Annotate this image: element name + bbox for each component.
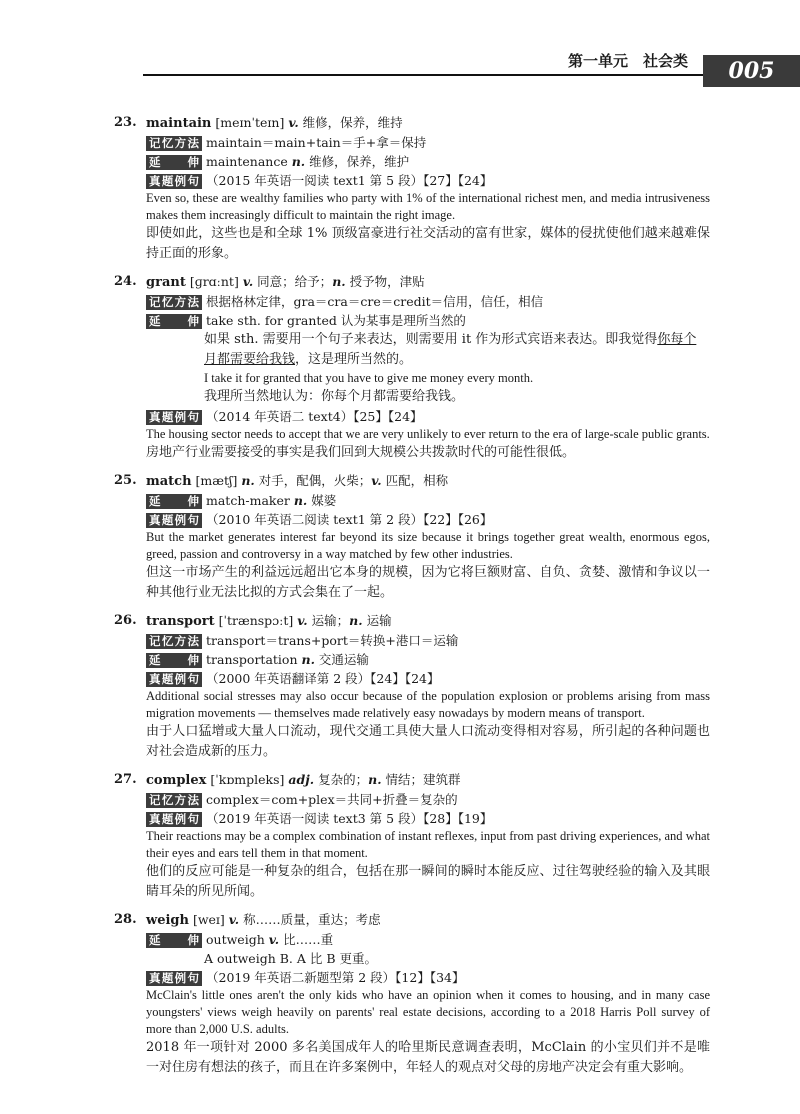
part-of-speech: v.	[371, 473, 382, 488]
example-english: Even so, these are wealthy families who party with 1% of the international richest men, and media intrusiveness makes them increasingly difficult to maintain the right image.	[146, 191, 710, 222]
example-tag: 真题例句	[146, 410, 202, 425]
example-english: Additional social stresses may also occur because of the population explosion or problems arising from mass migration movements — themselves made relatively easy nowadays by modern means of transport.	[146, 689, 710, 720]
extension-def: 维修，保养，维护	[309, 154, 410, 169]
headword: complex	[146, 773, 207, 788]
headword: grant	[146, 275, 186, 290]
extension-tag: 延 伸	[146, 653, 202, 668]
example-chinese: 他们的反应可能是一种复杂的组合，包括在那一瞬间的瞬时本能反应、过往驾驶经验的输入及其眼睛耳朵的所见所闻。	[146, 864, 710, 899]
definition: 授予物，津贴	[349, 274, 425, 289]
definition: 情结；建筑群	[385, 772, 461, 787]
entry-number: 27.	[114, 772, 137, 787]
memory-method: maintain＝main+tain＝手+拿＝保持	[206, 135, 427, 150]
example-source: （2015 年英语一阅读 text1 第 5 段）【27】【24】	[206, 173, 493, 188]
memory-tag: 记忆方法	[146, 136, 202, 151]
note-english: I take it for granted that you have to give me money every month.	[204, 371, 534, 385]
definition: 维修，保养，维持	[302, 115, 403, 130]
extension-pos: n.	[291, 154, 306, 169]
phonetic: [ˈtrænspɔːt]	[218, 613, 294, 628]
page-number: 005	[703, 55, 800, 87]
definition: 复杂的；	[318, 772, 369, 787]
example-source: （2019 年英语一阅读 text3 第 5 段）【28】【19】	[206, 811, 493, 826]
definition: 对手，配偶，火柴；	[258, 473, 372, 488]
headword: weigh	[146, 913, 189, 928]
memory-method: complex＝com+plex＝共同+折叠＝复杂的	[206, 792, 458, 807]
example-english: But the market generates interest far beyond its size because it brings together great wealth, enormous egos, greed, passion and controversy in a way matched by few other industries.	[146, 530, 710, 561]
extension-def: 比……重	[283, 932, 334, 947]
definition: 称……质量，重达；考虑	[243, 912, 381, 927]
example-chinese: 2018 年一项针对 2000 多名美国成年人的哈里斯民意调查表明，McClain 的小宝贝们并不是唯一对住房有想法的孩子，而且在许多案例中，年轻人的观点对父母的房地产决定会有重大影响。	[146, 1040, 710, 1075]
extension-tag: 延 伸	[146, 494, 202, 509]
phonetic: [ˈkɒmpleks]	[210, 772, 285, 787]
example-english: Their reactions may be a complex combination of instant reflexes, input from past driving experiences, and what their eyes and ears tell them in that moment.	[146, 829, 710, 860]
entry-number: 24.	[114, 274, 137, 289]
example-tag: 真题例句	[146, 672, 202, 687]
example-english: The housing sector needs to accept that we are very unlikely to ever return to the era of large-scale public grants.	[146, 427, 710, 441]
entry-number: 28.	[114, 912, 137, 927]
extension-word: maintenance	[206, 154, 288, 169]
extension-word: outweigh	[206, 932, 265, 947]
note-text: 如果 sth. 需要用一个句子来表达，则需要用 it 作为形式宾语来表达。即我觉得	[204, 332, 658, 347]
part-of-speech: v.	[297, 613, 308, 628]
example-tag: 真题例句	[146, 513, 202, 528]
definition: 运输	[366, 613, 392, 628]
memory-method: transport＝trans+port＝转换+港口＝运输	[206, 633, 459, 648]
part-of-speech: n.	[368, 772, 382, 787]
memory-method: 根据格林定律，gra＝cra＝cre＝credit＝信用，信任，相信	[206, 294, 544, 309]
part-of-speech: v.	[242, 274, 254, 289]
example-source: （2019 年英语二新题型第 2 段）【12】【34】	[206, 970, 465, 985]
phonetic: [weɪ]	[192, 912, 225, 927]
entry-maintain	[114, 113, 710, 264]
note-underline: 月都需要给我钱	[204, 352, 296, 367]
example-tag: 真题例句	[146, 174, 202, 189]
extension-def: 媒婆	[311, 493, 337, 508]
memory-tag: 记忆方法	[146, 295, 202, 310]
extension-pos: n.	[301, 652, 315, 667]
extension-tag: 延 伸	[146, 155, 202, 170]
header-rule	[143, 74, 703, 76]
example-source: （2000 年英语翻译第 2 段）【24】【24】	[206, 671, 440, 686]
definition: 同意；给予；	[257, 274, 333, 289]
example-tag: 真题例句	[146, 812, 202, 827]
phonetic: [ɡrɑːnt]	[189, 274, 239, 289]
extension-tag: 延 伸	[146, 314, 202, 329]
example-tag: 真题例句	[146, 971, 202, 986]
example-chinese: 即使如此，这些也是和全球 1% 顶级富豪进行社交活动的富有世家，媒体的侵扰使他们越来越难保持正面的形象。	[146, 226, 710, 261]
extension-tag: 延 伸	[146, 933, 202, 948]
extension-word: transportation	[206, 652, 298, 667]
part-of-speech: v.	[228, 912, 240, 927]
part-of-speech: v.	[288, 115, 299, 130]
extension-def: 交通运输	[318, 652, 369, 667]
extension-text: take sth. for granted 认为某事是理所当然的	[206, 313, 466, 328]
entry-number: 26.	[114, 613, 137, 628]
entry-weigh	[114, 910, 710, 1078]
example-chinese: 房地产行业需要接受的事实是我们回到大规模公共拨款时代的可能性很低。	[146, 445, 576, 460]
note-chinese: 我理所当然地认为：你每个月都需要给我钱。	[204, 389, 465, 404]
definition: 运输；	[311, 613, 350, 628]
headword: transport	[146, 614, 215, 629]
entry-grant	[114, 272, 710, 463]
definition: 匹配，相称	[385, 473, 449, 488]
part-of-speech: n.	[332, 274, 346, 289]
example-source: （2010 年英语二阅读 text1 第 2 段）【22】【26】	[206, 512, 493, 527]
example-english: McClain's little ones aren't the only kids who have an opinion when it comes to housing, and in many case youngsters' views weigh heavily on parents' real estate decisions, according to a 2018 Harris Poll survey of more than 2,000 U.S. adults.	[146, 988, 710, 1036]
vocab-list	[114, 113, 710, 1086]
part-of-speech: n.	[349, 613, 363, 628]
memory-tag: 记忆方法	[146, 793, 202, 808]
example-chinese: 由于人口猛增或大量人口流动，现代交通工具使大量人口流动变得相对容易，所引起的各种问题也对社会造成新的压力。	[146, 724, 710, 759]
part-of-speech: n.	[241, 473, 255, 488]
headword: maintain	[146, 116, 212, 131]
page-header	[0, 0, 800, 82]
memory-tag: 记忆方法	[146, 634, 202, 649]
phonetic: [meɪnˈteɪn]	[215, 115, 285, 130]
section-title: 第一单元 社会类	[567, 52, 688, 70]
extension-pos: n.	[293, 493, 308, 508]
entry-transport	[114, 611, 710, 762]
example-chinese: 但这一市场产生的利益远远超出它本身的规模，因为它将巨额财富、自负、贪婪、激情和争议以一种其他行业无法比拟的方式会集在了一起。	[146, 565, 710, 600]
phonetic: [mætʃ]	[195, 473, 238, 488]
entry-complex	[114, 770, 710, 902]
headword: match	[146, 474, 192, 489]
note-underline: 你每个	[657, 332, 697, 347]
entry-number: 23.	[114, 115, 137, 130]
extension-pos: v.	[268, 932, 280, 947]
extension-note	[146, 330, 710, 370]
entry-match	[114, 471, 710, 603]
note-text: ，这是理所当然的。	[295, 352, 413, 367]
part-of-speech: adj.	[288, 772, 315, 787]
example-source: （2014 年英语二 text4）【25】【24】	[206, 409, 423, 424]
extension-word: match-maker	[206, 493, 290, 508]
entry-number: 25.	[114, 473, 137, 488]
extension-note: A outweigh B. A 比 B 更重。	[204, 951, 377, 966]
